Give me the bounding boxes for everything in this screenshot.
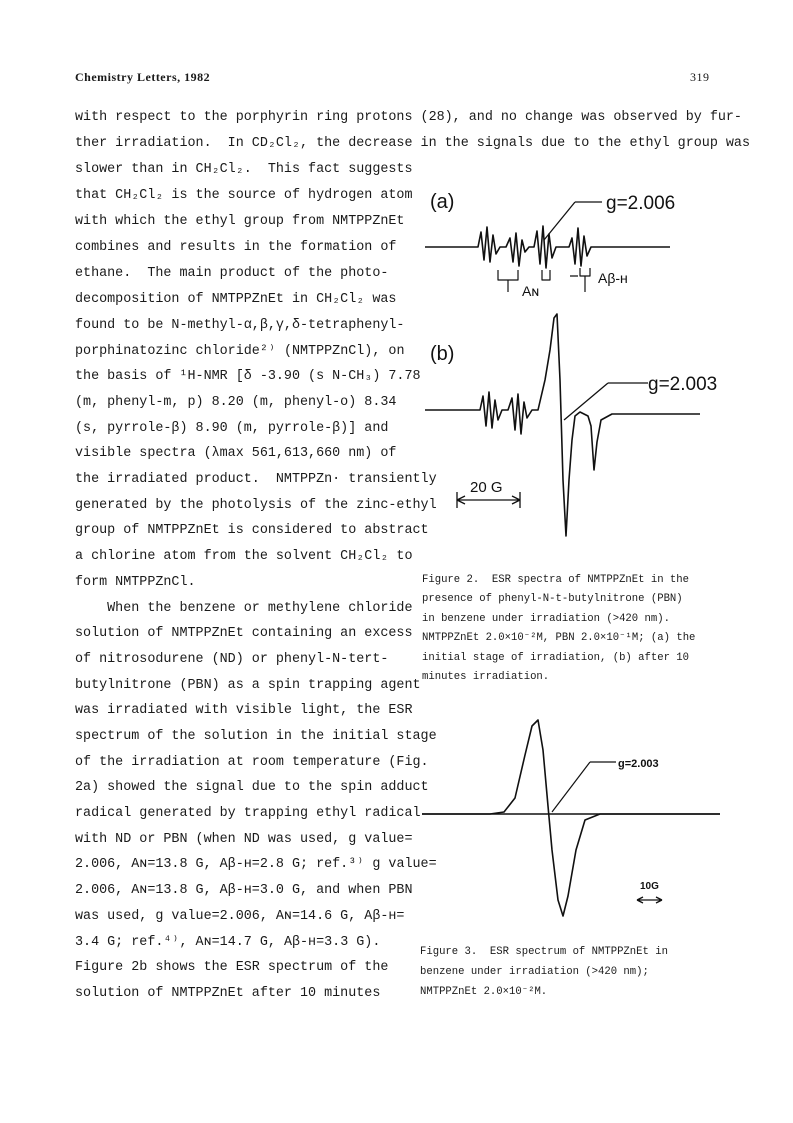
text-line: that CH₂Cl₂ is the source of hydrogen atom xyxy=(75,188,413,203)
text-line: When the benzene or methylene chloride xyxy=(75,601,413,616)
text-line: slower than in CH₂Cl₂. This fact suggests xyxy=(75,162,413,177)
text-line: ethane. The main product of the photo- xyxy=(75,266,389,281)
text-line: 3.4 G; ref.⁴⁾, Aɴ=14.7 G, Aβ-ʜ=3.3 G). xyxy=(75,935,381,950)
figure-3 xyxy=(420,710,720,930)
text-line: solution of NMTPPZnEt after 10 minutes xyxy=(75,986,381,1001)
text-line: the irradiated product. NMTPPZn· transiently xyxy=(75,472,437,487)
text-line: form NMTPPZnCl. xyxy=(75,575,196,590)
g-value-b: g=2.003 xyxy=(648,374,718,395)
text-line: 2.006, Aɴ=13.8 G, Aβ-ʜ=2.8 G; ref.³⁾ g value= xyxy=(75,857,437,872)
text-line: visible spectra (λmax 561,613,660 nm) of xyxy=(75,446,397,461)
text-line: was irradiated with visible light, the ESR xyxy=(75,703,413,718)
text-line: decomposition of NMTPPZnEt in CH₂Cl₂ was xyxy=(75,292,397,307)
text-line: ther irradiation. In CD₂Cl₂, the decrease in the signals due to the ethyl group was xyxy=(75,136,750,151)
text-line: with ND or PBN (when ND was used, g value= xyxy=(75,832,413,847)
text-line: of nitrosodurene (ND) or phenyl-N-tert- xyxy=(75,652,389,667)
figure-3-spectrum xyxy=(420,710,720,930)
caption-line: presence of phenyl-N-t-butylnitrone (PBN) xyxy=(422,593,683,605)
scale-label: 20 G xyxy=(470,479,503,496)
text-line: (s, pyrrole-β) 8.90 (m, pyrrole-β)] and xyxy=(75,421,389,436)
text-line: was used, g value=2.006, Aɴ=14.6 G, Aβ-ʜ= xyxy=(75,909,405,924)
text-line: butylnitrone (PBN) as a spin trapping agent xyxy=(75,678,421,693)
journal-header: Chemistry Letters, 1982 xyxy=(75,70,211,84)
caption-line: minutes irradiation. xyxy=(422,671,550,683)
label-a: (a) xyxy=(430,191,455,213)
text-line: porphinatozinc chloride²⁾ (NMTPPZnCl), on xyxy=(75,344,405,359)
text-line: of the irradiation at room temperature (Fig. xyxy=(75,755,429,770)
scale-arrow xyxy=(637,897,662,903)
g-value: g=2.003 xyxy=(618,758,659,770)
text-line: the basis of ¹H-NMR [δ -3.90 (s N-CH₃) 7.78 xyxy=(75,369,421,384)
caption-line: initial stage of irradiation, (b) after 10 xyxy=(422,652,690,664)
text-line: with respect to the porphyrin ring protons (28), and no change was observed by fur- xyxy=(75,110,742,125)
scale-label: 10G xyxy=(640,881,659,892)
text-line: (m, phenyl-m, p) 8.20 (m, phenyl-o) 8.34 xyxy=(75,395,397,410)
g-value-a: g=2.006 xyxy=(606,193,676,214)
text-line: combines and results in the formation of xyxy=(75,240,397,255)
g-a-leader-diag xyxy=(544,202,575,240)
spectrum-trace xyxy=(422,720,720,916)
text-line: generated by the photolysis of the zinc-ethyl xyxy=(75,498,437,513)
spectrum-a-trace xyxy=(425,226,670,268)
caption-line: benzene under irradiation (>420 nm); xyxy=(420,966,649,978)
text-line: Figure 2b shows the ESR spectrum of the xyxy=(75,960,389,975)
g-leader-diag xyxy=(552,762,590,812)
label-b: (b) xyxy=(430,343,455,365)
text-line: radical generated by trapping ethyl radical xyxy=(75,806,421,821)
caption-line: Figure 2. ESR spectra of NMTPPZnEt in the xyxy=(422,574,690,586)
text-line: solution of NMTPPZnEt containing an excess xyxy=(75,626,413,641)
caption-line: in benzene under irradiation (>420 nm). xyxy=(422,613,670,625)
text-line: spectrum of the solution in the initial stage xyxy=(75,729,437,744)
caption-line: Figure 3. ESR spectrum of NMTPPZnEt in xyxy=(420,946,668,958)
label-a-beta-h: Aβ-ʜ xyxy=(598,270,628,286)
page-number: 319 xyxy=(690,70,710,84)
text-line: a chlorine atom from the solvent CH₂Cl₂ to xyxy=(75,549,413,564)
caption-line: NMTPPZnEt 2.0×10⁻²M. xyxy=(420,986,548,998)
text-line: 2a) showed the signal due to the spin adduct xyxy=(75,780,429,795)
text-line: 2.006, Aɴ=13.8 G, Aβ-ʜ=3.0 G, and when PBN xyxy=(75,883,413,898)
figure-2 xyxy=(420,180,720,550)
label-a-n: Aɴ xyxy=(522,283,540,299)
text-line: found to be N-methyl-α,β,γ,δ-tetraphenyl- xyxy=(75,318,405,333)
spectrum-b-trace xyxy=(425,314,700,536)
text-line: group of NMTPPZnEt is considered to abstract xyxy=(75,523,429,538)
figure-2-spectra xyxy=(420,180,720,550)
text-line: with which the ethyl group from NMTPPZnEt xyxy=(75,214,405,229)
a-bh-bracket xyxy=(570,268,590,292)
caption-line: NMTPPZnEt 2.0×10⁻²M, PBN 2.0×10⁻¹M; (a) the xyxy=(422,632,696,644)
